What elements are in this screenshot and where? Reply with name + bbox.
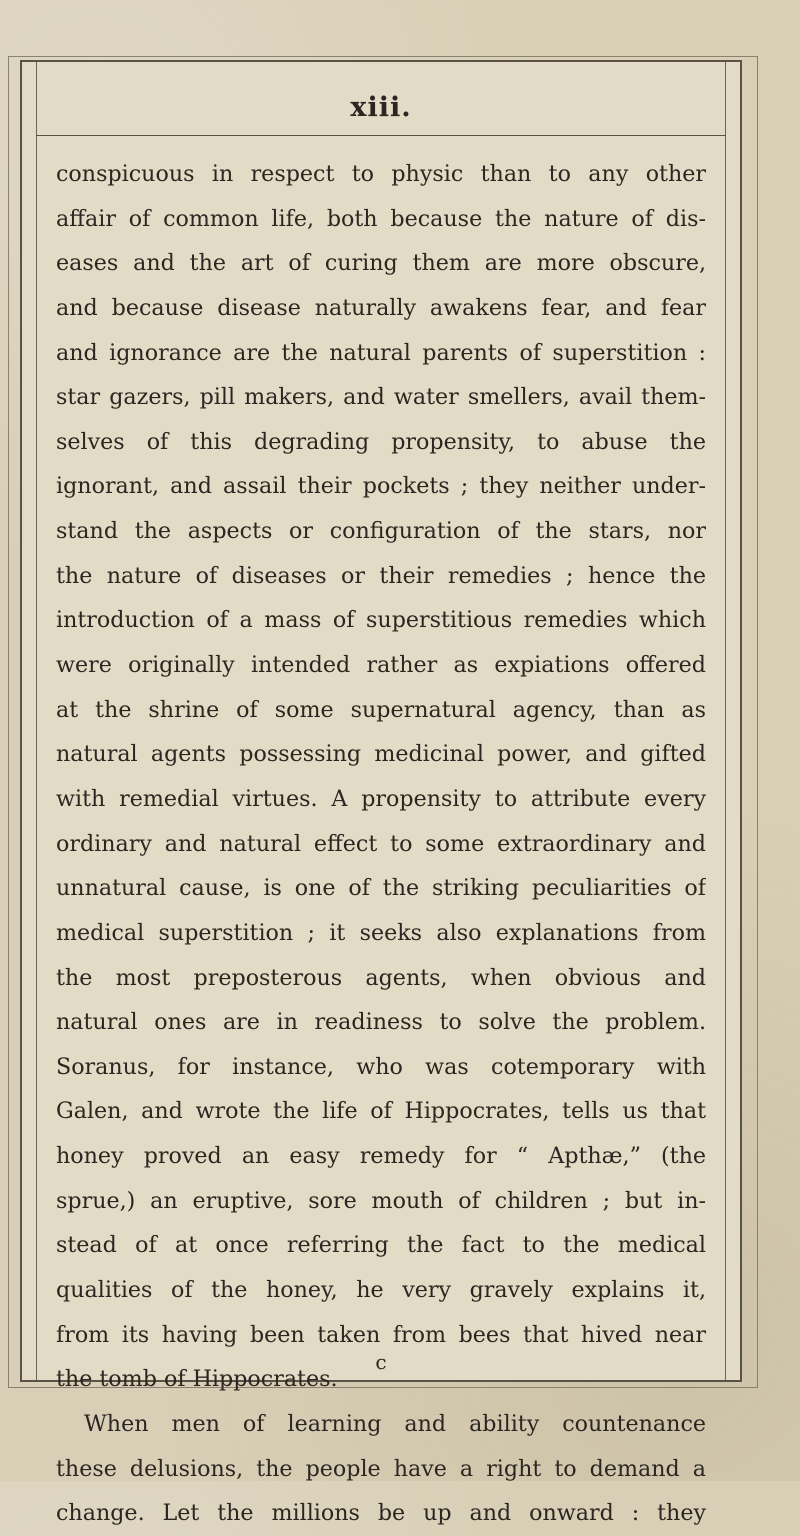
text-line: unnatural cause, is one of the striking peculiarities of <box>56 875 706 902</box>
header-rule <box>36 135 726 136</box>
text-line: natural agents possessing medicinal power, and gifted <box>56 741 706 768</box>
text-line: selves of this degrading propensity, to abuse the <box>56 428 706 455</box>
text-line: star gazers, pill makers, and water smellers, avail them- <box>56 384 706 411</box>
right-border-rule <box>725 62 726 1380</box>
text-line: stead of at once referring the fact to the medical <box>56 1232 706 1259</box>
text-line: ignorant, and assail their pockets ; they neither under- <box>56 473 706 500</box>
text-line: introduction of a mass of superstitious remedies which <box>56 607 706 634</box>
text-line: ordinary and natural effect to some extraordinary and <box>56 830 706 857</box>
text-line: were originally intended rather as expiations offered <box>56 652 706 679</box>
text-line: the nature of diseases or their remedies ; hence the <box>56 562 706 589</box>
text-line: and because disease naturally awakens fear, and fear <box>56 294 706 321</box>
text-line: eases and the art of curing them are more obscure, <box>56 250 706 277</box>
text-line: Galen, and wrote the life of Hippocrates, tells us that <box>56 1098 706 1125</box>
text-line: the most preposterous agents, when obvious and <box>56 964 706 991</box>
text-line: stand the aspects or configuration of the stars, nor <box>56 518 706 545</box>
text-line: Soranus, for instance, who was cotemporary with <box>56 1053 706 1080</box>
text-line: qualities of the honey, he very gravely explains it, <box>56 1277 706 1304</box>
text-line: conspicuous in respect to physic than to any other <box>56 161 706 187</box>
text-line: honey proved an easy remedy for “ Apthæ,” (the <box>56 1143 706 1170</box>
text-line: and ignorance are the natural parents of superstition : <box>56 339 706 366</box>
text-line: sprue,) an eruptive, sore mouth of children ; but in- <box>56 1187 706 1214</box>
text-line: with remedial virtues. A propensity to attribute every <box>56 785 706 812</box>
text-line: the tomb of Hippocrates. <box>56 1366 338 1393</box>
left-border-rule <box>36 62 37 1380</box>
text-line: affair of common life, both because the nature of dis- <box>56 205 706 232</box>
page-number: xiii. <box>350 92 412 123</box>
text-line: medical superstition ; it seeks also explanations from <box>56 919 706 946</box>
text-line: from its having been taken from bees that hived near <box>56 1321 706 1348</box>
text-line: change. Let the millions be up and onward : they <box>56 1500 706 1527</box>
text-line: at the shrine of some supernatural agency, than as <box>56 696 706 723</box>
signature-mark: c <box>375 1350 387 1374</box>
body-text <box>56 152 706 1536</box>
text-line: When men of learning and ability countenance <box>84 1410 706 1437</box>
text-line: these delusions, the people have a right to demand a <box>56 1455 706 1482</box>
book-page <box>20 60 742 1527</box>
text-line: natural ones are in readiness to solve the problem. <box>56 1009 706 1036</box>
